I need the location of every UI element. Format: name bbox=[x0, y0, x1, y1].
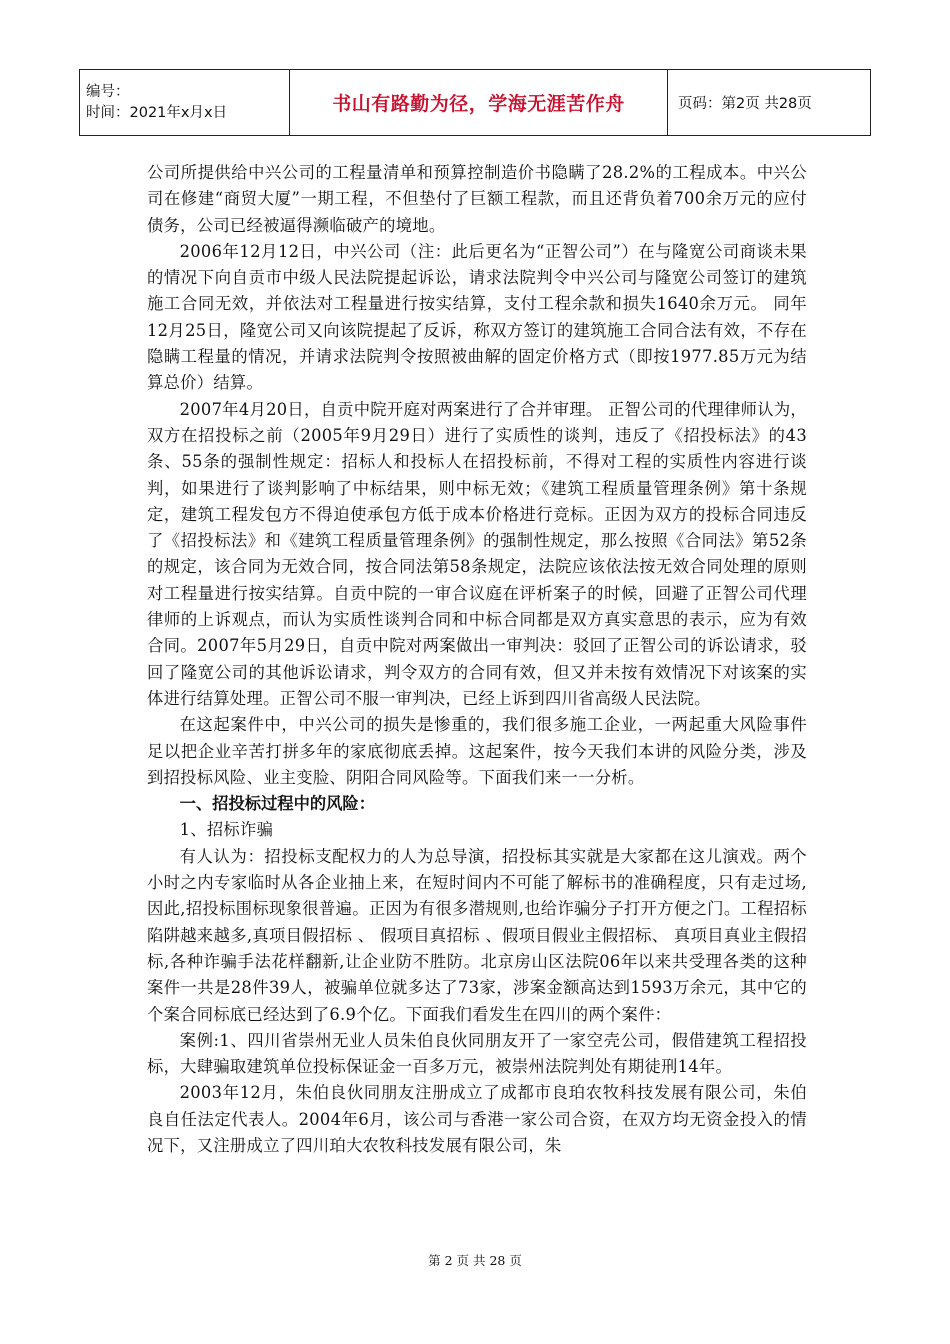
subheading: 1、招标诈骗 bbox=[179, 820, 274, 840]
document-body bbox=[147, 160, 807, 1159]
paragraph: 2007年4月20日，自贡中院开庭对两案进行了合并审理。 正智公司的代理律师认为，双方在招投标之前（2005年9月29日）进行了实质性的谈判，违反了《招投标法》的43条、55条的强制性规定：招标人和投标人在招投标前，不得对工程的实质性内容进行谈判，如果进行了谈判影响了中标结果，则中标无效；《建筑工程质量管理条例》第十条规定，建筑工程发包方不得迫使承包方低于成本价格进行竞标。正因为双方的投标合同违反了《招投标法》和《建筑工程质量管理条例》的强制性规定，那么按照《合同法》第52条的规定，该合同为无效合同，按合同法第58条规定，法院应该依法按无效合同处理的原则对工程量进行按实结算。自贡中院的一审合议庭在评析案子的时候，回避了正智公司代理律师的上诉观点，而认为实质性谈判合同和中标合同都是双方真实意思的表示，应为有效合同。2007年5月29日，自贡中院对两案做出一审判决：驳回了正智公司的诉讼请求，驳回了隆宽公司的其他诉讼请求，判令双方的合同有效，但又并未按有效情况下对该案的实体进行结算处理。正智公司不服一审判决，已经上诉到四川省高级人民法院。 bbox=[147, 399, 807, 708]
section-heading: 一、招投标过程中的风险： bbox=[179, 794, 375, 814]
paragraph: 2006年12月12日，中兴公司（注：此后更名为“正智公司”）在与隆宽公司商谈未果的情况下向自贡市中级人民法院提起诉讼，请求法院判令中兴公司与隆宽公司签订的建筑施工合同无效，并依法对工程量进行按实结算，支付工程余款和损失1640余万元。 同年12月25日，隆宽公司又向该院提起了反诉，称双方签订的建筑施工合同合法有效，不存在隐瞒工程量的情况，并请求法院判令按照被曲解的固定价格方式（即按1977.85万元为结算总价）结算。 bbox=[147, 241, 807, 393]
paragraph: 2003年12月，朱伯良伙同朋友注册成立了成都市良珀农牧科技发展有限公司，朱伯良自任法定代表人。2004年6月，该公司与香港一家公司合资，在双方均无资金投入的情况下，又注册成立了四川珀大农牧科技发展有限公司，朱 bbox=[147, 1083, 807, 1155]
header-table bbox=[79, 69, 871, 136]
paragraph: 公司所提供给中兴公司的工程量清单和预算控制造价书隐瞒了28.2%的工程成本。中兴公司在修建“商贸大厦”一期工程，不但垫付了巨额工程款，而且还背负着700余万元的应付债务，公司已经被逼得濒临破产的境地。 bbox=[147, 163, 807, 235]
document-code-label: 编号： bbox=[86, 83, 130, 100]
document-time-label: 时间：2021年x月x日 bbox=[86, 104, 228, 121]
paragraph: 有人认为：招投标支配权力的人为总导演，招投标其实就是大家都在这儿演戏。两个小时之内专家临时从各企业抽上来，在短时间内不可能了解标书的准确程度，只有走过场,因此,招投标围标现象很普遍。正因为有很多潜规则,也给诈骗分子打开方便之门。工程招标陷阱越来越多,真项目假招标 、 假项目真招标 、假项目假业主假招标、 真项目真业主假招标,各种诈骗手法花样翻新,让企业防不胜防。北京房山区法院06年以来共受理各类的这种案件一共是28件39人，被骗单位就多达了73家，涉案金额高达到1593万余元，其中它的个案合同标底已经达到了6.9个亿。下面我们看发生在四川的两个案件： bbox=[147, 846, 807, 1024]
header-motto: 书山有路勤为径，学海无涯苦作舟 bbox=[290, 70, 668, 136]
header-page-info: 页码：第2页 共28页 bbox=[668, 70, 871, 136]
paragraph: 案例:1、四川省崇州无业人员朱伯良伙同朋友开了一家空壳公司，假借建筑工程招投标，大肆骗取建筑单位投标保证金一百多万元，被崇州法院判处有期徒刑14年。 bbox=[147, 1030, 807, 1077]
header-meta-cell bbox=[80, 70, 290, 136]
page-footer: 第 2 页 共 28 页 bbox=[428, 1253, 522, 1268]
paragraph: 在这起案件中，中兴公司的损失是惨重的，我们很多施工企业，一两起重大风险事件足以把企业辛苦打拼多年的家底彻底丢掉。这起案件，按今天我们本讲的风险分类，涉及到招投标风险、业主变脸、阴阳合同风险等。下面我们来一一分析。 bbox=[147, 715, 807, 787]
